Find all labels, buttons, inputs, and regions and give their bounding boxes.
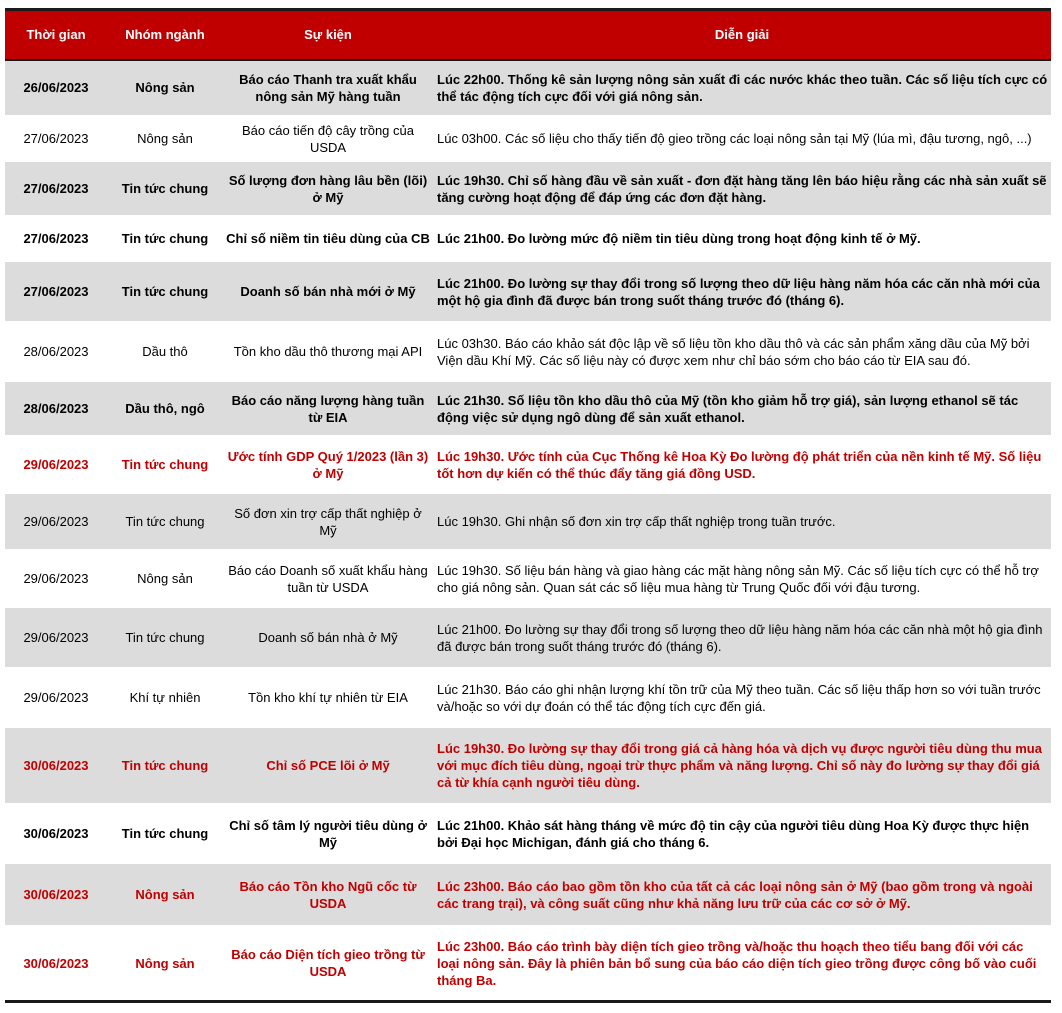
row-event: Báo cáo năng lượng hàng tuần từ EIA xyxy=(223,382,433,436)
table-row xyxy=(5,116,1051,162)
row-date: 29/06/2023 xyxy=(5,494,107,550)
row-description: Lúc 21h30. Số liệu tồn kho dầu thô của Mỹ (tồn kho giảm hỗ trợ giá), sản lượng ethanol sẽ tác động việc sử dụng ngô dùng để sản xuất ethanol. xyxy=(433,382,1051,436)
row-date: 26/06/2023 xyxy=(5,60,107,116)
schedule-table-container xyxy=(5,8,1051,1003)
row-event: Số lượng đơn hàng lâu bền (lõi) ở Mỹ xyxy=(223,162,433,216)
table-row xyxy=(5,494,1051,550)
header-row xyxy=(5,10,1051,60)
row-event: Tồn kho khí tự nhiên từ EIA xyxy=(223,668,433,728)
table-body xyxy=(5,60,1051,1002)
row-group: Tin tức chung xyxy=(107,262,223,322)
table-row xyxy=(5,608,1051,668)
header-group: Nhóm ngành xyxy=(107,10,223,60)
row-description: Lúc 21h00. Đo lường sự thay đổi trong số lượng theo dữ liệu hàng năm hóa các căn nhà một hộ gia đình đã được bán trong suốt tháng trước đó (tháng 6). xyxy=(433,608,1051,668)
row-event: Ước tính GDP Quý 1/2023 (lần 3) ở Mỹ xyxy=(223,436,433,494)
table-row xyxy=(5,322,1051,382)
row-date: 30/06/2023 xyxy=(5,926,107,1002)
row-description: Lúc 21h00. Khảo sát hàng tháng về mức độ tin cậy của người tiêu dùng Hoa Kỳ được thực hiện bởi Đại học Michigan, đánh giá cho tháng 6. xyxy=(433,804,1051,864)
row-event: Báo cáo Thanh tra xuất khẩu nông sản Mỹ hàng tuần xyxy=(223,60,433,116)
row-description: Lúc 19h30. Ước tính của Cục Thống kê Hoa Kỳ Đo lường độ phát triển của nền kinh tế Mỹ. Số liệu tốt hơn dự kiến có thể thúc đẩy tăng giá đồng USD. xyxy=(433,436,1051,494)
row-event: Chỉ số tâm lý người tiêu dùng ở Mỹ xyxy=(223,804,433,864)
row-group: Tin tức chung xyxy=(107,804,223,864)
row-group: Tin tức chung xyxy=(107,216,223,262)
row-group: Tin tức chung xyxy=(107,162,223,216)
row-group: Khí tự nhiên xyxy=(107,668,223,728)
row-description: Lúc 21h00. Đo lường mức độ niềm tin tiêu dùng trong hoạt động kinh tế ở Mỹ. xyxy=(433,216,1051,262)
table-row xyxy=(5,382,1051,436)
row-event: Doanh số bán nhà mới ở Mỹ xyxy=(223,262,433,322)
row-description: Lúc 19h30. Chỉ số hàng đầu về sản xuất - đơn đặt hàng tăng lên báo hiệu rằng các nhà sản xuất sẽ tăng cường hoạt động để đáp ứng các đơn đặt hàng. xyxy=(433,162,1051,216)
row-date: 30/06/2023 xyxy=(5,864,107,926)
table-row xyxy=(5,804,1051,864)
table-row xyxy=(5,60,1051,116)
row-date: 27/06/2023 xyxy=(5,262,107,322)
table-row xyxy=(5,668,1051,728)
event-schedule-table xyxy=(5,8,1051,1003)
row-date: 27/06/2023 xyxy=(5,216,107,262)
row-event: Tồn kho dầu thô thương mại API xyxy=(223,322,433,382)
row-description: Lúc 19h30. Đo lường sự thay đổi trong giá cả hàng hóa và dịch vụ được người tiêu dùng thu mua với mục đích tiêu dùng, ngoại trừ thực phẩm và năng lượng. Chỉ số này đo lường sự thay đổi giá cả từ khía cạnh người tiêu dùng. xyxy=(433,728,1051,804)
row-group: Nông sản xyxy=(107,60,223,116)
row-date: 27/06/2023 xyxy=(5,162,107,216)
row-date: 29/06/2023 xyxy=(5,550,107,608)
row-group: Tin tức chung xyxy=(107,494,223,550)
header-description: Diễn giải xyxy=(433,10,1051,60)
row-description: Lúc 21h00. Đo lường sự thay đổi trong số lượng theo dữ liệu hàng năm hóa các căn nhà mới của một hộ gia đình đã được bán trong suốt tháng trước đó (tháng 6). xyxy=(433,262,1051,322)
row-event: Báo cáo Doanh số xuất khẩu hàng tuần từ USDA xyxy=(223,550,433,608)
row-event: Báo cáo tiến độ cây trồng của USDA xyxy=(223,116,433,162)
row-date: 28/06/2023 xyxy=(5,322,107,382)
table-row xyxy=(5,162,1051,216)
row-group: Nông sản xyxy=(107,864,223,926)
row-group: Dầu thô, ngô xyxy=(107,382,223,436)
row-description: Lúc 03h00. Các số liệu cho thấy tiến độ gieo trồng các loại nông sản tại Mỹ (lúa mì, đậu tương, ngô, ...) xyxy=(433,116,1051,162)
row-description: Lúc 03h30. Báo cáo khảo sát độc lập về số liệu tồn kho dầu thô và các sản phẩm xăng dầu của Mỹ bởi Viện dầu Khí Mỹ. Các số liệu này có được xem như chỉ báo sớm cho báo cáo từ EIA sau đó. xyxy=(433,322,1051,382)
row-date: 30/06/2023 xyxy=(5,804,107,864)
table-row xyxy=(5,864,1051,926)
row-event: Chỉ số niềm tin tiêu dùng của CB xyxy=(223,216,433,262)
table-row xyxy=(5,728,1051,804)
row-group: Nông sản xyxy=(107,116,223,162)
row-group: Tin tức chung xyxy=(107,608,223,668)
row-event: Chỉ số PCE lõi ở Mỹ xyxy=(223,728,433,804)
table-row xyxy=(5,550,1051,608)
table-header xyxy=(5,10,1051,60)
row-date: 28/06/2023 xyxy=(5,382,107,436)
row-date: 29/06/2023 xyxy=(5,436,107,494)
row-event: Báo cáo Tồn kho Ngũ cốc từ USDA xyxy=(223,864,433,926)
row-event: Doanh số bán nhà ở Mỹ xyxy=(223,608,433,668)
row-group: Nông sản xyxy=(107,926,223,1002)
row-date: 27/06/2023 xyxy=(5,116,107,162)
row-description: Lúc 22h00. Thống kê sản lượng nông sản xuất đi các nước khác theo tuần. Các số liệu tích cực có thể tác động tích cực đối với giá nông sản. xyxy=(433,60,1051,116)
header-date: Thời gian xyxy=(5,10,107,60)
row-group: Dầu thô xyxy=(107,322,223,382)
table-row xyxy=(5,262,1051,322)
row-event: Báo cáo Diện tích gieo trồng từ USDA xyxy=(223,926,433,1002)
row-group: Tin tức chung xyxy=(107,436,223,494)
header-event: Sự kiện xyxy=(223,10,433,60)
row-group: Tin tức chung xyxy=(107,728,223,804)
row-description: Lúc 19h30. Ghi nhận số đơn xin trợ cấp thất nghiệp trong tuần trước. xyxy=(433,494,1051,550)
table-row xyxy=(5,436,1051,494)
row-date: 29/06/2023 xyxy=(5,608,107,668)
row-event: Số đơn xin trợ cấp thất nghiệp ở Mỹ xyxy=(223,494,433,550)
row-date: 29/06/2023 xyxy=(5,668,107,728)
row-group: Nông sản xyxy=(107,550,223,608)
row-description: Lúc 23h00. Báo cáo trình bày diện tích gieo trồng và/hoặc thu hoạch theo tiểu bang đối với các loại nông sản. Đây là phiên bản bổ sung của báo cáo diện tích gieo trồng được công bố vào cuối tháng Ba. xyxy=(433,926,1051,1002)
row-description: Lúc 21h30. Báo cáo ghi nhận lượng khí tồn trữ của Mỹ theo tuần. Các số liệu thấp hơn so với tuần trước và/hoặc so với dự đoán có thể tác động tích cực đến giá. xyxy=(433,668,1051,728)
table-row xyxy=(5,216,1051,262)
row-description: Lúc 19h30. Số liệu bán hàng và giao hàng các mặt hàng nông sản Mỹ. Các số liệu tích cực có thể hỗ trợ cho giá nông sản. Quan sát các số liệu mua hàng từ Trung Quốc đối với đậu tương. xyxy=(433,550,1051,608)
row-date: 30/06/2023 xyxy=(5,728,107,804)
table-row xyxy=(5,926,1051,1002)
row-description: Lúc 23h00. Báo cáo bao gồm tồn kho của tất cả các loại nông sản ở Mỹ (bao gồm trong và ngoài các trang trại), và công suất cũng như khả năng lưu trữ của các cơ sở ở Mỹ. xyxy=(433,864,1051,926)
